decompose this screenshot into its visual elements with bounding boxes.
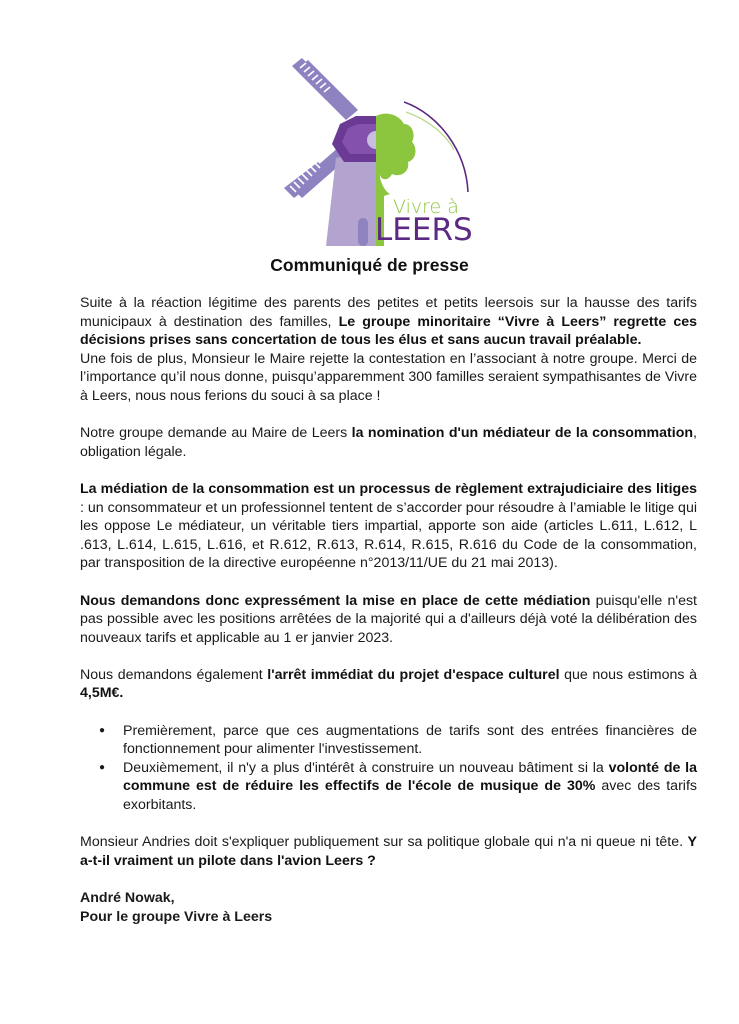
text: Une fois de plus, Monsieur le Maire rejette la contestation en l’associant à notre groupe. Merci de l’importance qu’il nous donne, puisqu’apparemment 300 familles seraient sympathisantes de Vivre à Leers, nous nous ferions du souci à sa place ! — [80, 350, 697, 404]
paragraph-maire — [80, 350, 697, 406]
text: , obligation légale. — [80, 425, 697, 460]
signature-group: Pour le groupe Vivre à Leers — [80, 908, 273, 925]
paragraph-espace-culturel — [80, 666, 697, 703]
bold-text: Nous demandons donc expressément la mise en place de cette médiation — [80, 592, 591, 609]
reasons-list — [80, 722, 697, 815]
paragraph-mediation-definition — [80, 480, 697, 573]
bold-text: volonté de la commune est de réduire les effectifs de l'école de musique de 30% — [123, 759, 697, 795]
text: avec des tarifs exorbitants. — [123, 778, 697, 814]
text: Premièrement, parce que ces augmentations de tarifs sont des entrées financières de fonctionnement pour alimenter l'investissement. — [123, 722, 697, 758]
text: Suite à la réaction légitime des parents des petites et petits leersois sur la hausse des tarifs municipaux à destination des familles, — [80, 295, 697, 330]
text: puisqu'elle n'est pas possible avec les positions arrêtées de la majorité qui a d'ailleurs déjà voté la délibération des nouveaux tarifs et applicable au 1 er janvier 2023. — [80, 592, 697, 646]
bold-text: la nomination d'un médiateur de la consommation — [351, 425, 694, 442]
bold-text: Y a-t-il vraiment un pilote dans l'avion Leers ? — [80, 834, 697, 869]
text: Monsieur Andries doit s'expliquer publiquement sur sa politique globale qui n'a ni queue ni tête. — [80, 834, 688, 851]
bold-text: l'arrêt immédiat du projet d'espace culturel — [267, 666, 560, 683]
text: que nous estimons à — [559, 666, 697, 683]
bold-text: La médiation de la consommation est un processus de règlement extrajudiciaire des litiges — [80, 480, 697, 497]
text: : un consommateur et un professionnel tentent de s’accorder pour résoudre à l’amiable le litige qui les oppose Le médiateur, un véritable tiers impartial, apporte son aide (articles L.611, L.612, L .613, L.614, L.615, L.616, et R.612, R.613, R.614, R.615, R.616 du Code de la consommation, par transposition de la directive européenne n°2013/11/UE du 21 mai 2013). — [80, 499, 697, 572]
paragraph-demande-mediation — [80, 592, 697, 648]
bold-text: Le groupe minoritaire “Vivre à Leers” regrette ces décisions prises sans concertation de tous les élus et sans aucun travail préalable. — [80, 313, 697, 349]
logo-text-leers: LEERS — [375, 212, 473, 248]
bold-text: 4,5M€. — [80, 685, 124, 702]
list-item — [123, 722, 697, 759]
paragraph-intro — [80, 294, 697, 350]
windmill-sail-upper — [292, 58, 358, 120]
text: Deuxièmement, il n'y a plus d'intérêt à construire un nouveau bâtiment si la — [123, 759, 609, 776]
list-item — [123, 759, 697, 815]
paragraph-conclusion — [80, 833, 697, 870]
logo-text-vivre: Vivre à — [393, 196, 459, 218]
text: Notre groupe demande au Maire de Leers — [80, 425, 352, 442]
signature-name: André Nowak, — [80, 890, 175, 906]
text: Nous demandons également — [80, 666, 268, 683]
press-release-body — [80, 294, 697, 926]
page-title: Communiqué de presse — [270, 255, 469, 275]
windmill-door — [358, 218, 368, 246]
paragraph-mediateur — [80, 424, 697, 461]
